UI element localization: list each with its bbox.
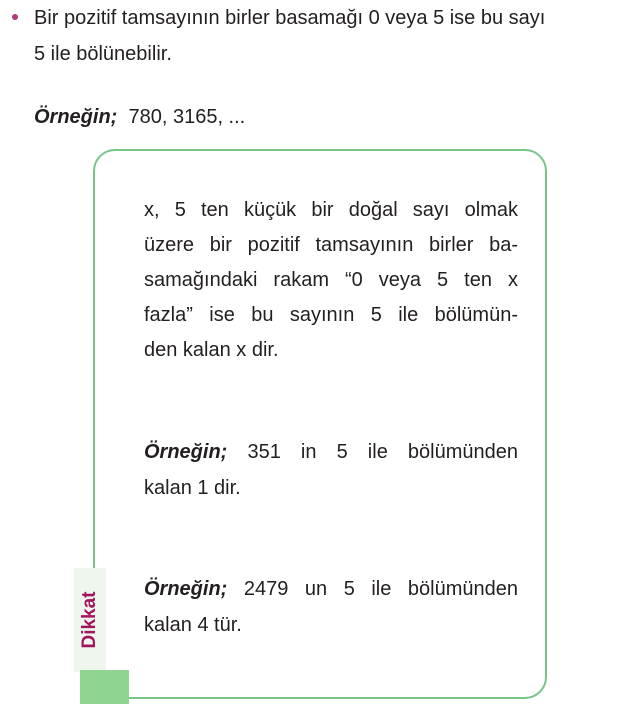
rule-text-line-1: Bir pozitif tamsayının birler basamağı 0 veya 5 ise bu sayı [34,7,546,29]
note-example-2-line-1 [144,577,518,601]
note-example-1-line-1 [144,440,518,464]
dikkat-tab [70,568,106,672]
example-values: 780, 3165, ... [128,106,246,128]
note-example-1-label: Örneğin; [144,441,228,463]
note-example-2-label: Örneğin; [144,578,228,600]
note-paragraph-line-4: fazla” ise bu sayının 5 ile bölümün- [144,304,518,326]
dikkat-label: Dikkat [79,591,100,649]
note-example-1-line-2: kalan 1 dir. [144,477,241,499]
note-paragraph-line-5: den kalan x dir. [144,339,279,361]
note-example-2-text: 2479 un 5 ile bölümünden [243,578,519,600]
note-paragraph-line-2: üzere bir pozitif tamsayının birler ba- [144,234,518,256]
note-paragraph-line-3: samağındaki rakam “0 veya 5 ten x [144,269,518,291]
note-example-1-text: 351 in 5 ile bölümünden [247,441,518,463]
example-label: Örneğin; [34,106,118,128]
bullet-icon [12,14,18,20]
note-example-2-line-2: kalan 4 tür. [144,614,242,636]
top-example [34,105,245,129]
dikkat-block [80,670,129,704]
rule-text-line-2: 5 ile bölünebilir. [34,43,172,65]
note-paragraph-line-1: x, 5 ten küçük bir doğal sayı olmak [144,199,518,221]
